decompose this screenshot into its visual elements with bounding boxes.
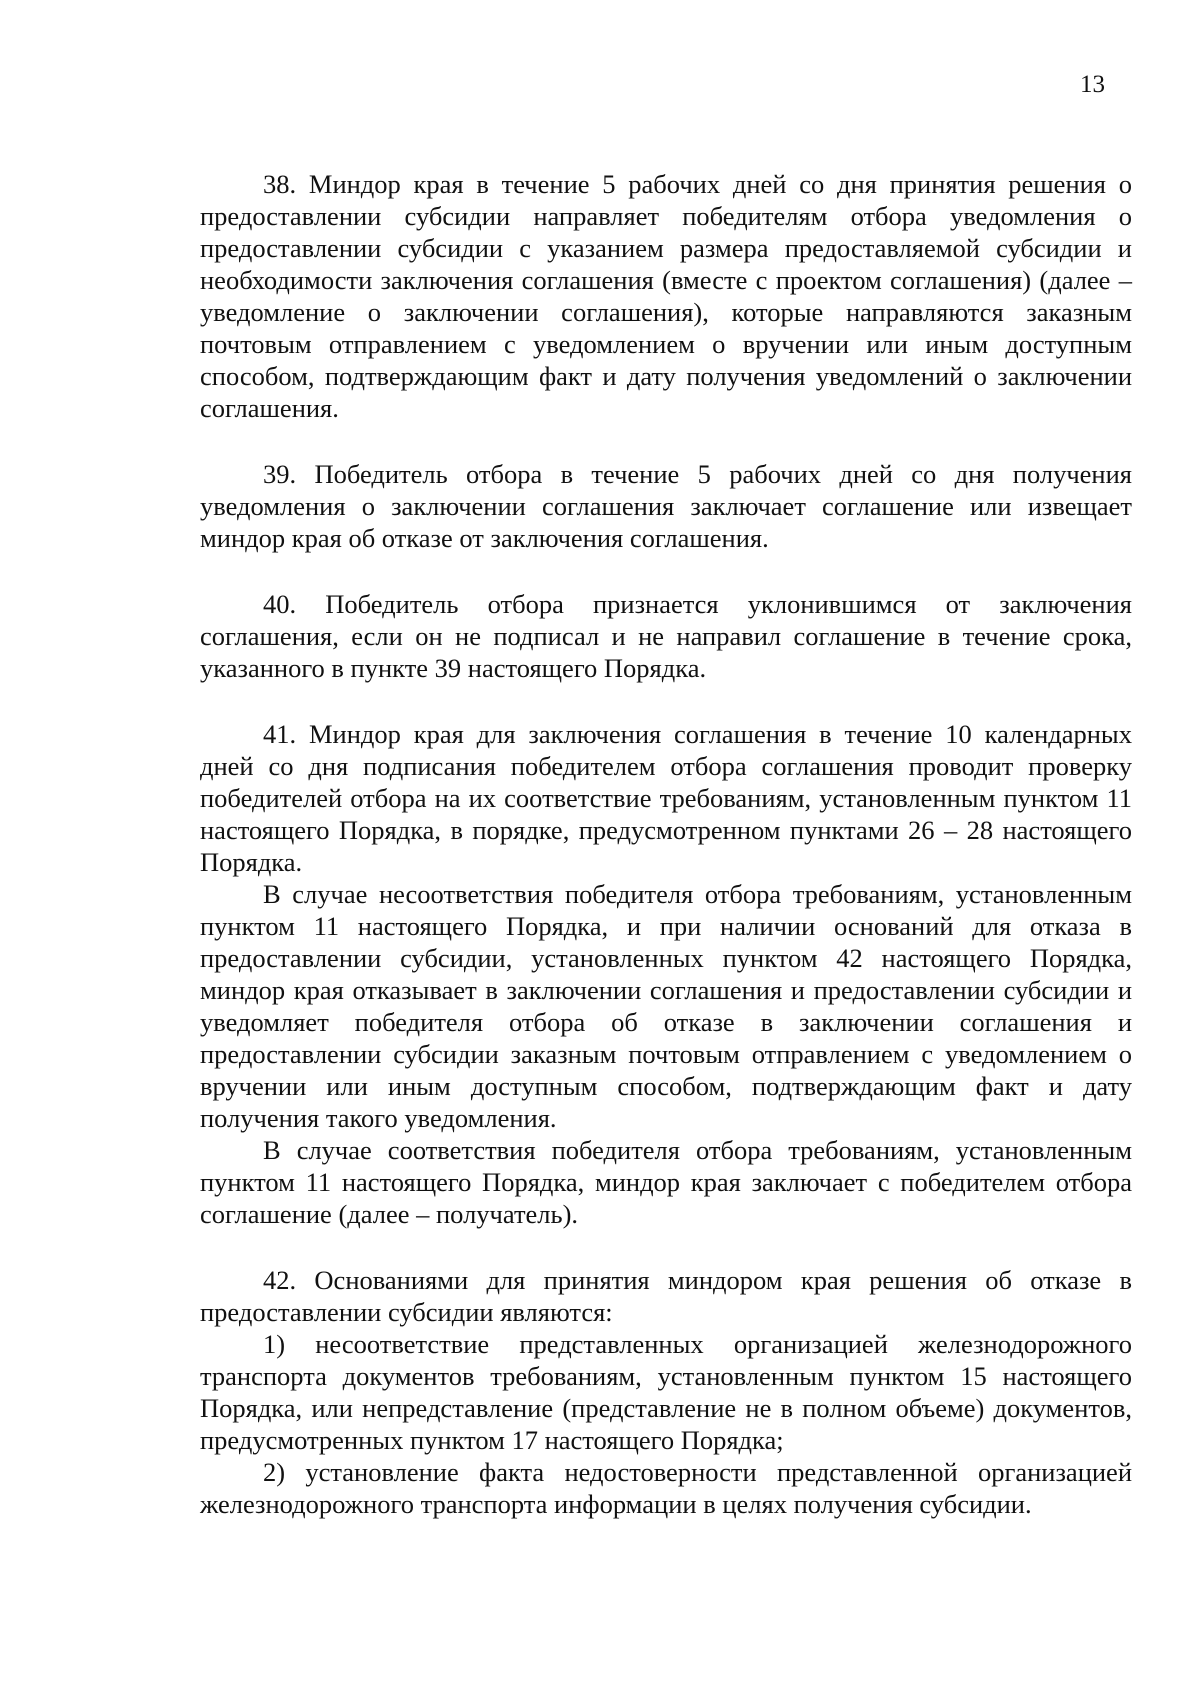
document-body (200, 168, 1132, 1520)
paragraph-spacer (200, 424, 1132, 458)
paragraph-38: 38. Миндор края в течение 5 рабочих дней со дня принятия решения о предоставлении субсидии направляет победителям отбора уведомления о предоставлении субсидии с указанием размера предоставляемой субсидии и необходимости заключения соглашения (вместе с проектом соглашения) (далее – уведомление о заключении соглашения), которые направляются заказным почтовым отправлением с уведомлением о вручении или иным доступным способом, подтверждающим факт и дату получения уведомлений о заключении соглашения. (200, 169, 1132, 423)
paragraph-spacer (200, 1230, 1132, 1264)
paragraph-41: 41. Миндор края для заключения соглашения в течение 10 календарных дней со дня подписания победителем отбора соглашения проводит проверку победителей отбора на их соответствие требованиям, установленным пунктом 11 настоящего Порядка, в порядке, предусмотренном пунктами 26 – 28 настоящего Порядка. (200, 719, 1132, 877)
page-number: 13 (1080, 71, 1105, 98)
paragraph-spacer (200, 554, 1132, 588)
paragraph-40: 40. Победитель отбора признается уклонившимся от заключения соглашения, если он не подписал и не направил соглашение в течение срока, указанного в пункте 39 настоящего Порядка. (200, 589, 1132, 683)
paragraph-41-refusal: В случае несоответствия победителя отбора требованиям, установленным пунктом 11 настоящего Порядка, и при наличии оснований для отказа в предоставлении субсидии, установленных пунктом 42 настоящего Порядка, миндор края отказывает в заключении соглашения и предоставлении субсидии и уведомляет победителя отбора об отказе в заключении соглашения и предоставлении субсидии заказным почтовым отправлением с уведомлением о вручении или иным доступным способом, подтверждающим факт и дату получения такого уведомления. (200, 879, 1132, 1133)
paragraph-42-item-2: 2) установление факта недостоверности представленной организацией железнодорожного транспорта информации в целях получения субсидии. (200, 1457, 1132, 1519)
paragraph-42: 42. Основаниями для принятия миндором края решения об отказе в предоставлении субсидии являются: (200, 1265, 1132, 1327)
paragraph-39: 39. Победитель отбора в течение 5 рабочих дней со дня получения уведомления о заключении соглашения заключает соглашение или извещает миндор края об отказе от заключения соглашения. (200, 459, 1132, 553)
paragraph-41-agreement: В случае соответствия победителя отбора требованиям, установленным пунктом 11 настоящего Порядка, миндор края заключает с победителем отбора соглашение (далее – получатель). (200, 1135, 1132, 1229)
paragraph-42-item-1: 1) несоответствие представленных организацией железнодорожного транспорта документов требованиям, установленным пунктом 15 настоящего Порядка, или непредставление (представление не в полном объеме) документов, предусмотренных пунктом 17 настоящего Порядка; (200, 1329, 1132, 1455)
paragraph-spacer (200, 684, 1132, 718)
